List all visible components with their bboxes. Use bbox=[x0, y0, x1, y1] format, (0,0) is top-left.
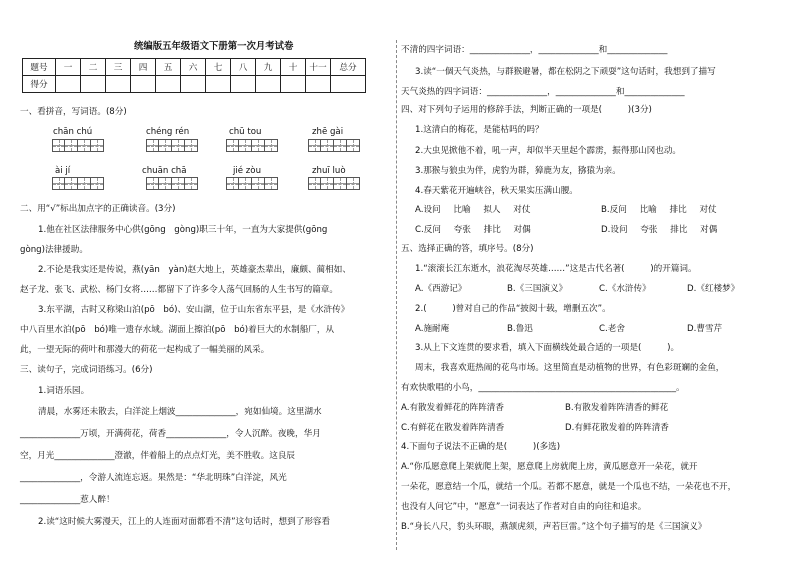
q5-3-opt-d[interactable]: D.有鲜花散发着的阵阵清香 bbox=[565, 423, 669, 433]
q4-item-4: 4.春天紫花开遍峡谷，秋天果实压满山腰。 bbox=[415, 186, 578, 196]
score-header-cell: 三 bbox=[106, 59, 131, 76]
score-header-cell: 四 bbox=[131, 59, 156, 76]
r-line-2: 3.读“一個天气炎热，与群猴避暑，都在松阴之下顽耍”这句话时，我想到了描写 bbox=[415, 67, 716, 77]
score-header-cell: 题号 bbox=[23, 59, 56, 76]
q5-1-opt-c[interactable]: C.《水浒传》 bbox=[599, 284, 651, 294]
q3-p1-line-1: 清晨，水雾还未散去，白洋淀上烟波______________，宛如仙境。这里湖水 bbox=[38, 407, 322, 417]
opt-d-2: 排比 bbox=[670, 225, 688, 235]
score-input-cell[interactable] bbox=[131, 76, 156, 93]
q3-p1-line-2: ______________万顷，开满荷花，荷香______________，令人沉醉。夜晚，华月 bbox=[20, 429, 321, 439]
score-header-cell: 二 bbox=[81, 59, 106, 76]
q5-4-a-line-3: 也没有人问它”中，“愿意”一词表达了作者对自由的向往和追求。 bbox=[401, 502, 647, 512]
opt-d-3: 对偶 bbox=[700, 225, 718, 235]
opt-a-1: 比喻 bbox=[453, 205, 471, 215]
q5-4: 4.下面句子说法不正确的是( )(多选) bbox=[401, 442, 561, 452]
q5-2-opt-b[interactable]: B.鲁迅 bbox=[507, 324, 533, 334]
q3-heading: 三、读句子，完成词语练习。(6分) bbox=[20, 365, 153, 375]
q2-line-5: 3.东平湖，古时又称梁山泊(pō bó)、安山湖，位于山东省东平县，是《水浒传》 bbox=[38, 305, 350, 315]
score-input-cell[interactable] bbox=[306, 76, 331, 93]
q2-line-3: 2.不论是我实还是传说，燕(yān yàn)赵大地上，英雄豪杰辈出，廉颇、蔺相如、 bbox=[38, 265, 351, 275]
opt-b-3: 对仗 bbox=[699, 205, 717, 215]
opt-b-1: 比喻 bbox=[639, 205, 657, 215]
q5-2-opt-d[interactable]: D.曹雪芹 bbox=[687, 324, 723, 334]
writing-grid-6[interactable] bbox=[146, 177, 198, 190]
q3-p1-line-4: ______________，令游人流连忘返。果然是：“华北明珠”白洋淀，风光 bbox=[20, 473, 287, 483]
opt-a-label: A.设问 bbox=[415, 205, 441, 215]
opt-c-2: 排比 bbox=[483, 225, 501, 235]
q4-option-b[interactable] bbox=[601, 206, 717, 215]
q2-line-6: 中八百里水泊(pō bó)唯一遗存水域。湖面上擦泊(pō bó)着巨大的水制船厂，从 bbox=[20, 325, 335, 335]
q2-line-4: 赵子龙、张飞、武松、杨门女将……都留下了许多令人荡气回肠的人生书写的篇章。 bbox=[20, 285, 338, 295]
writing-grid-4[interactable] bbox=[308, 139, 360, 152]
writing-grid-8[interactable] bbox=[308, 177, 360, 190]
opt-b-2: 排比 bbox=[669, 205, 687, 215]
q5-3-para-1: 周末，我喜欢逛热闹的花鸟市场。这里简直是动植物的世界，有色彩斑斓的金鱼， bbox=[415, 363, 725, 373]
score-header-cell: 九 bbox=[256, 59, 281, 76]
score-header-cell: 十 bbox=[281, 59, 306, 76]
pinyin-5: ài jí bbox=[55, 166, 71, 176]
opt-d-label: D.设问 bbox=[601, 225, 628, 235]
writing-grid-5[interactable] bbox=[52, 177, 104, 190]
score-input-cell[interactable] bbox=[281, 76, 306, 93]
pinyin-4: zhē gài bbox=[312, 127, 344, 137]
q3-p1-line-5: ______________惹人醉！ bbox=[20, 495, 115, 505]
right-column bbox=[397, 0, 794, 562]
q2-heading: 二、用“√”标出加点字的正确读音。(3分) bbox=[20, 204, 176, 214]
q5-heading: 五、选择正确的答，填序号。(8分) bbox=[401, 244, 534, 254]
q5-1-opt-d[interactable]: D.《红楼梦》 bbox=[687, 284, 740, 294]
opt-d-1: 夸张 bbox=[640, 225, 658, 235]
score-header-cell: 六 bbox=[181, 59, 206, 76]
q3-sub1: 1.词语乐园。 bbox=[38, 386, 90, 396]
q5-4-a-line-1: A.“你瓜愿意爬上架就爬上架，愿意爬上房就爬上房，黄瓜愿意开一朵花，就开 bbox=[401, 462, 698, 472]
score-input-cell[interactable] bbox=[181, 76, 206, 93]
pinyin-7: jié zòu bbox=[233, 166, 262, 176]
opt-c-1: 夸张 bbox=[453, 225, 471, 235]
score-value-row bbox=[23, 76, 366, 93]
score-header-cell: 一 bbox=[56, 59, 81, 76]
q5-2-opt-c[interactable]: C.老舍 bbox=[599, 324, 625, 334]
q2-line-1: 1.他在社区法律服务中心供(gōng gòng)职三十年，一直为大家提供(gōng bbox=[38, 225, 328, 235]
writing-grid-3[interactable] bbox=[226, 139, 278, 152]
pinyin-6: chuān chā bbox=[142, 166, 187, 176]
q4-option-c[interactable] bbox=[415, 226, 531, 235]
score-header-cell: 十一 bbox=[306, 59, 331, 76]
score-table bbox=[22, 58, 366, 93]
score-header-cell: 五 bbox=[156, 59, 181, 76]
opt-c-label: C.反问 bbox=[415, 225, 441, 235]
q4-item-1: 1.这清白的梅花，是能枯吗的吗？ bbox=[415, 125, 544, 135]
q5-1: 1.“滚滚长江东逝水，浪花淘尽英雄……”这是古代名著( )的开篇词。 bbox=[415, 264, 697, 274]
q1-heading: 一、看拼音，写词语。(8分) bbox=[20, 107, 127, 117]
q5-2-opt-a[interactable]: A.施耐庵 bbox=[415, 324, 450, 334]
r-line-3: 天气炎热的四字词语：______________，______________和______________ bbox=[401, 87, 685, 97]
score-input-cell[interactable] bbox=[206, 76, 231, 93]
q5-1-opt-b[interactable]: B.《三国演义》 bbox=[507, 284, 568, 294]
pinyin-3: chū tou bbox=[229, 127, 262, 137]
writing-grid-7[interactable] bbox=[226, 177, 278, 190]
q5-3: 3.从上下文连贯的要求看，填入下面横线处最合适的一项是( )。 bbox=[415, 343, 680, 353]
score-input-cell[interactable] bbox=[331, 76, 366, 93]
q5-4-a-line-2: 一朵花，愿意结一个瓜，就结一个瓜。若都不愿意，就是一个瓜也不结，一朵花也不开， bbox=[401, 482, 737, 492]
q5-2: 2.( )曾对自己的作品“披阅十载，增删五次”。 bbox=[415, 304, 611, 314]
q4-heading: 四、对下列句子运用的修辞手法，判断正确的一项是( )(3分) bbox=[401, 105, 652, 115]
score-header-cell: 七 bbox=[206, 59, 231, 76]
q4-option-d[interactable] bbox=[601, 226, 717, 235]
q3-p1-line-3: 空，月光______________澄澈，伴着船上的点点灯光，美不胜收。这良辰 bbox=[20, 451, 296, 461]
q5-4-b: B.“身长八尺，豹头环眼，燕颔虎须，声若巨雷。”这个句子描写的是《三国演义》 bbox=[401, 522, 707, 532]
score-row-label: 得分 bbox=[23, 76, 56, 93]
opt-b-label: B.反问 bbox=[601, 205, 627, 215]
score-input-cell[interactable] bbox=[231, 76, 256, 93]
writing-grid-2[interactable] bbox=[146, 139, 198, 152]
score-input-cell[interactable] bbox=[156, 76, 181, 93]
writing-grid-1[interactable] bbox=[52, 139, 104, 152]
score-header-cell: 八 bbox=[231, 59, 256, 76]
q5-3-opt-c[interactable]: C.有鲜花在散发着阵阵清香 bbox=[401, 423, 505, 433]
opt-a-3: 对仗 bbox=[513, 205, 531, 215]
q4-item-2: 2.大虫见掀他不着，吼一声，却似半天里起个霹雳，振得那山冈也动。 bbox=[415, 146, 682, 156]
score-input-cell[interactable] bbox=[106, 76, 131, 93]
q5-3-opt-b[interactable]: B.有散发着阵阵清香的鲜花 bbox=[565, 403, 669, 413]
q2-line-2: gòng)法律援助。 bbox=[20, 245, 88, 255]
opt-a-2: 拟人 bbox=[483, 205, 501, 215]
q5-3-opt-a[interactable]: A.有散发着鲜花的阵阵清香 bbox=[401, 403, 504, 413]
pinyin-8: zhuī luò bbox=[312, 166, 346, 176]
score-input-cell[interactable] bbox=[81, 76, 106, 93]
pinyin-2: chéng rén bbox=[146, 127, 190, 137]
q4-item-3: 3.那猴与狼虫为伴，虎豹为群，獐鹿为友，猕猿为亲。 bbox=[415, 166, 621, 176]
pinyin-1: chān chú bbox=[53, 127, 93, 137]
opt-c-3: 对偶 bbox=[513, 225, 531, 235]
q5-3-para-2: 有欢快歌唱的小鸟，______________________________________________。 bbox=[401, 383, 685, 393]
q3-sub2: 2.读“这时候大雾漫天，江上的人连面对面都看不清”这句话时，想到了形容看 bbox=[38, 517, 331, 527]
q5-1-opt-a[interactable]: A.《西游记》 bbox=[415, 284, 467, 294]
score-header-row bbox=[23, 59, 366, 76]
r-line-1: 不清的四字词语：______________，______________和______________ bbox=[401, 45, 668, 55]
q2-line-7: 此，一望无际的荷叶和那漫大的荷花一起构成了一幅美丽的风采。 bbox=[20, 345, 270, 355]
score-header-cell: 总分 bbox=[331, 59, 366, 76]
score-input-cell[interactable] bbox=[256, 76, 281, 93]
exam-title: 统编版五年级语文下册第一次月考试卷 bbox=[134, 41, 294, 52]
score-input-cell[interactable] bbox=[56, 76, 81, 93]
q4-option-a[interactable] bbox=[415, 206, 530, 215]
